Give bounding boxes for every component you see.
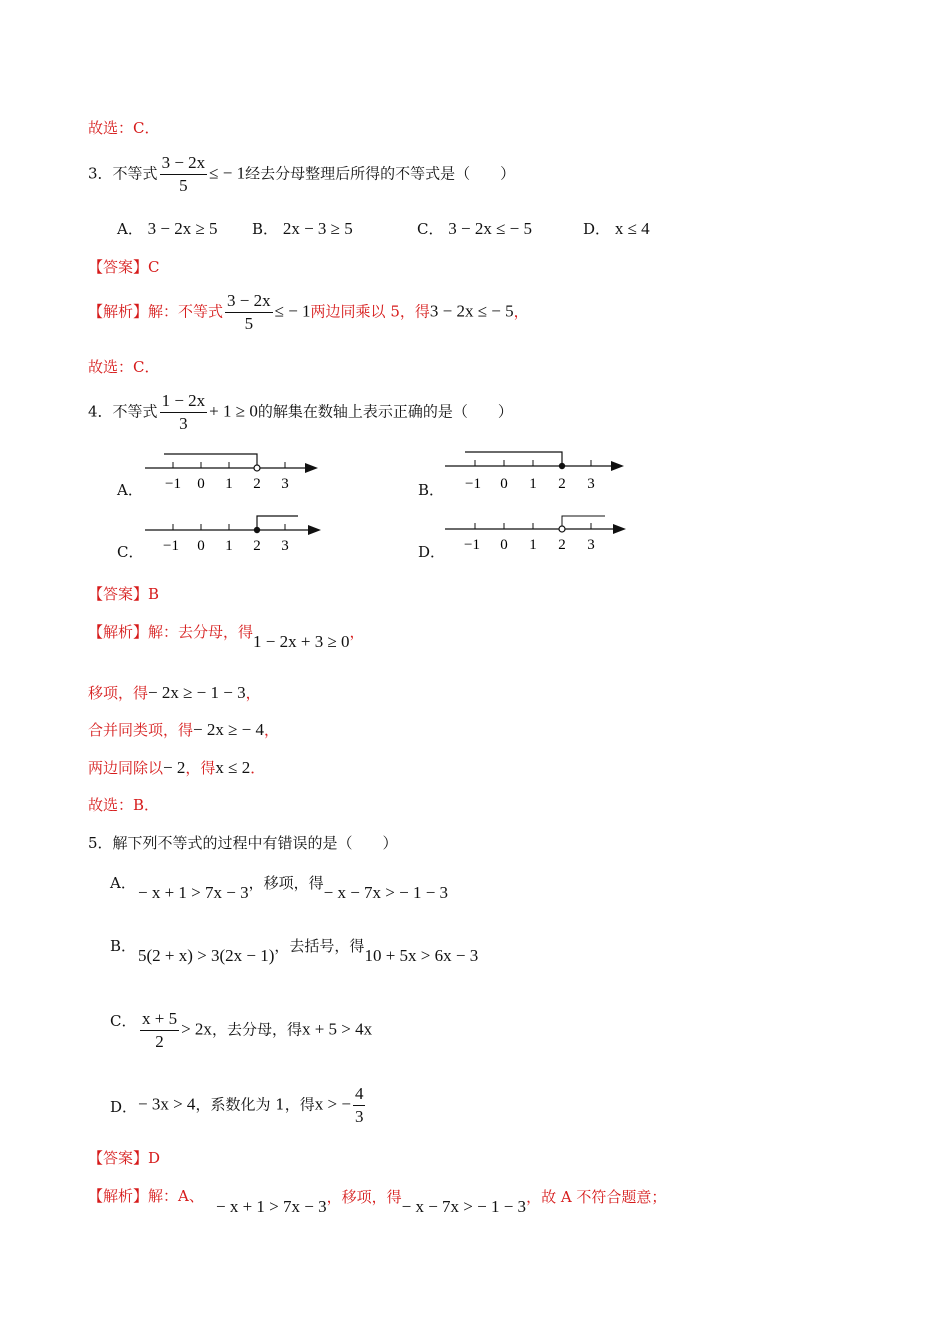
q5-opt-c-frac-den: 2	[155, 1032, 164, 1051]
q5-opt-d-expr: − 3x > 4	[138, 1094, 196, 1114]
q3-opt-b-label: B．	[252, 220, 279, 238]
q4-option-c-label: C．	[117, 543, 144, 561]
q4-step3-end: ，	[264, 721, 280, 739]
q3-opt-c-label: C．	[417, 220, 444, 238]
q4-a-tick-label: 1	[225, 476, 233, 492]
q3-pre: 不等式	[112, 164, 158, 183]
q4-step3-expr: − 2x ≥ − 4	[193, 720, 265, 739]
q4-d-tick-label: 2	[558, 537, 566, 553]
q4-analysis-tag: 【解析】	[88, 623, 149, 641]
q5-analysis-mid: ，移项，得	[326, 1188, 402, 1206]
q4-b-tick-label: 1	[529, 476, 537, 492]
q4-analysis-step3	[88, 720, 279, 740]
q4-step4-mid: ，得	[185, 759, 216, 777]
q5-analysis-tag: 【解析】	[88, 1187, 149, 1205]
q4-fraction	[160, 390, 208, 435]
q3-analysis-end: ，	[513, 302, 529, 321]
q4-c-tick-label: −1	[163, 538, 179, 554]
q3-analysis-frac-den: 5	[244, 314, 254, 333]
q4-conclusion: 故选：B．	[88, 796, 160, 814]
q4-d-tick-label: −1	[464, 537, 480, 553]
q3-option-c	[417, 218, 532, 239]
q3-analysis-mid: 两边同乘以 5，得	[310, 302, 430, 321]
q4-frac-den: 3	[179, 414, 188, 433]
q4-d-tick-label: 0	[500, 537, 508, 553]
q4-analysis-step1	[88, 622, 365, 651]
q3-analysis-tag: 【解析】	[88, 302, 149, 321]
q4-pre: 不等式	[112, 402, 158, 421]
q4-d-tick-label: 1	[529, 537, 537, 553]
q3-answer	[88, 257, 160, 277]
q4-c-tick-label: 3	[281, 538, 289, 554]
q4-step4-expr1: − 2	[163, 758, 186, 777]
q3-frac-den: 5	[179, 176, 188, 195]
q4-step2-expr: − 2x ≥ − 1 − 3	[148, 683, 246, 702]
q4-option-d-label: D．	[418, 543, 446, 561]
q3-answer-tag: 【答案】	[88, 258, 149, 276]
q4-step2-end: ，	[245, 684, 261, 702]
q4-option-d-numberline	[443, 509, 633, 555]
q4-a-tick-label: 3	[281, 476, 289, 492]
q5-opt-d-frac-den: 3	[354, 1107, 364, 1126]
q3-after-frac: ≤ − 1	[209, 163, 246, 183]
q3-analysis-fraction	[225, 290, 273, 335]
q5-opt-d-frac-num: 4	[353, 1083, 366, 1106]
q5-opt-b-expr: 5(2 + x) > 3(2x − 1)	[138, 946, 275, 965]
q3-analysis-frac-num: 3 − 2x	[225, 290, 273, 313]
q5-opt-c-mid: ，去分母，得	[211, 1020, 302, 1039]
q5-analysis-end: ，故 A 不符合题意；	[526, 1188, 667, 1206]
q3-post: 经去分母整理后所得的不等式是（ ）	[245, 164, 516, 183]
q3-conclusion: 故选：C．	[88, 358, 160, 376]
q3-opt-d-label: D．	[583, 220, 611, 238]
q5-analysis-expr: − x + 1 > 7x − 3	[216, 1197, 327, 1216]
q4-analysis-step2	[88, 683, 261, 703]
q4-step4-end: ．	[250, 759, 266, 777]
q4-c-tick-label: 2	[253, 538, 261, 554]
q5-answer	[88, 1148, 160, 1168]
q5-answer-tag: 【答案】	[88, 1149, 149, 1167]
q5-opt-c-res: x + 5 > 4x	[301, 1019, 373, 1039]
q5-analysis-res: − x − 7x > − 1 − 3	[401, 1197, 527, 1216]
q3-opt-b-expr: 2x − 3 ≥ 5	[282, 219, 353, 238]
prev-conclusion: 故选：C．	[88, 119, 160, 137]
q5-opt-d-res-pre: x > −	[314, 1094, 351, 1114]
q5-option-c-label: C．	[110, 1012, 137, 1030]
q4-b-tick-label: 2	[558, 476, 566, 492]
q5-option-d	[138, 1083, 367, 1128]
q5-opt-a-mid: ，移项，得	[248, 874, 324, 892]
q3-opt-a-expr: 3 − 2x ≥ 5	[147, 219, 218, 238]
q4-frac-num: 1 − 2x	[160, 390, 208, 413]
q5-opt-b-res: 10 + 5x > 6x − 3	[364, 946, 479, 965]
q5-option-b	[138, 935, 479, 965]
q4-option-b-numberline	[443, 446, 633, 494]
q4-c-tick-label: 0	[197, 538, 205, 554]
q4-step1-expr: 1 − 2x + 3 ≥ 0	[253, 632, 350, 651]
q5-opt-d-mid: ，系数化为 1，得	[195, 1095, 315, 1114]
q4-a-tick-label: 2	[253, 476, 261, 492]
q4-step1-text: 解：去分母，得	[148, 623, 254, 641]
q5-opt-c-after: > 2x	[181, 1019, 212, 1039]
q4-b-tick-label: 0	[500, 476, 508, 492]
q4-a-tick-label: −1	[165, 476, 181, 492]
q4-after-frac: + 1 ≥ 0	[209, 401, 258, 421]
q5-analysis-pre: 解：A、	[148, 1187, 204, 1205]
q3-analysis-after: ≤ − 1	[274, 301, 311, 321]
q4-answer-value: B	[148, 585, 160, 603]
q4-d-tick-label: 3	[587, 537, 595, 553]
q4-option-a-numberline	[140, 448, 330, 494]
q4-step1-end: ，	[349, 623, 365, 641]
q3-option-b	[252, 218, 353, 239]
q3-option-a	[117, 218, 218, 239]
q3-fraction	[160, 152, 208, 197]
q5-answer-value: D	[148, 1149, 161, 1167]
q4-answer	[88, 584, 159, 604]
q5-option-d-label: D．	[110, 1098, 138, 1116]
q5-opt-c-frac-num: x + 5	[140, 1008, 179, 1031]
q4-option-a-label: A．	[117, 481, 143, 499]
q3-analysis	[88, 290, 529, 335]
q4-answer-tag: 【答案】	[88, 585, 149, 603]
q5-opt-d-fraction	[353, 1083, 366, 1128]
q5-option-c	[138, 1008, 372, 1053]
q4-stem	[88, 390, 513, 435]
q5-option-a-label: A．	[110, 874, 136, 892]
q5-number: 5．	[88, 834, 113, 852]
q4-analysis-step4	[88, 758, 265, 778]
q5-opt-c-fraction	[140, 1008, 179, 1053]
q5-analysis	[88, 1186, 204, 1206]
q4-a-tick-label: 0	[197, 476, 205, 492]
q4-c-tick-label: 1	[225, 538, 233, 554]
q3-number: 3．	[88, 164, 113, 183]
q3-answer-value: C	[148, 258, 160, 276]
q4-step4-text: 两边同除以	[88, 759, 164, 777]
q5-stem-text: 解下列不等式的过程中有错误的是（ ）	[112, 834, 398, 852]
q5-opt-a-expr: − x + 1 > 7x − 3	[138, 883, 249, 902]
q4-option-b-label: B．	[418, 481, 445, 499]
q3-frac-num: 3 − 2x	[160, 152, 208, 175]
q5-opt-b-mid: ，去括号，得	[274, 937, 365, 955]
q4-b-tick-label: 3	[587, 476, 595, 492]
q3-opt-c-expr: 3 − 2x ≤ − 5	[448, 219, 533, 238]
q5-option-a	[138, 872, 449, 902]
q4-step2-text: 移项，得	[88, 684, 149, 702]
q3-analysis-result: 3 − 2x ≤ − 5	[429, 301, 514, 321]
q5-stem	[88, 833, 398, 853]
q3-analysis-pre: 解：不等式	[148, 302, 224, 321]
q3-option-d	[583, 218, 650, 239]
q4-option-c-numberline	[140, 510, 330, 556]
q3-stem	[88, 152, 515, 197]
q4-b-tick-label: −1	[465, 476, 481, 492]
q5-option-b-label: B．	[110, 937, 137, 955]
q4-step4-expr2: x ≤ 2	[215, 758, 251, 777]
q3-opt-d-expr: x ≤ 4	[614, 219, 650, 238]
q3-opt-a-label: A．	[117, 220, 143, 238]
q4-post: 的解集在数轴上表示正确的是（ ）	[257, 402, 513, 421]
q4-number: 4．	[88, 402, 113, 421]
q5-opt-a-res: − x − 7x > − 1 − 3	[323, 883, 449, 902]
q5-analysis-a	[216, 1186, 667, 1216]
q4-step3-text: 合并同类项，得	[88, 721, 194, 739]
